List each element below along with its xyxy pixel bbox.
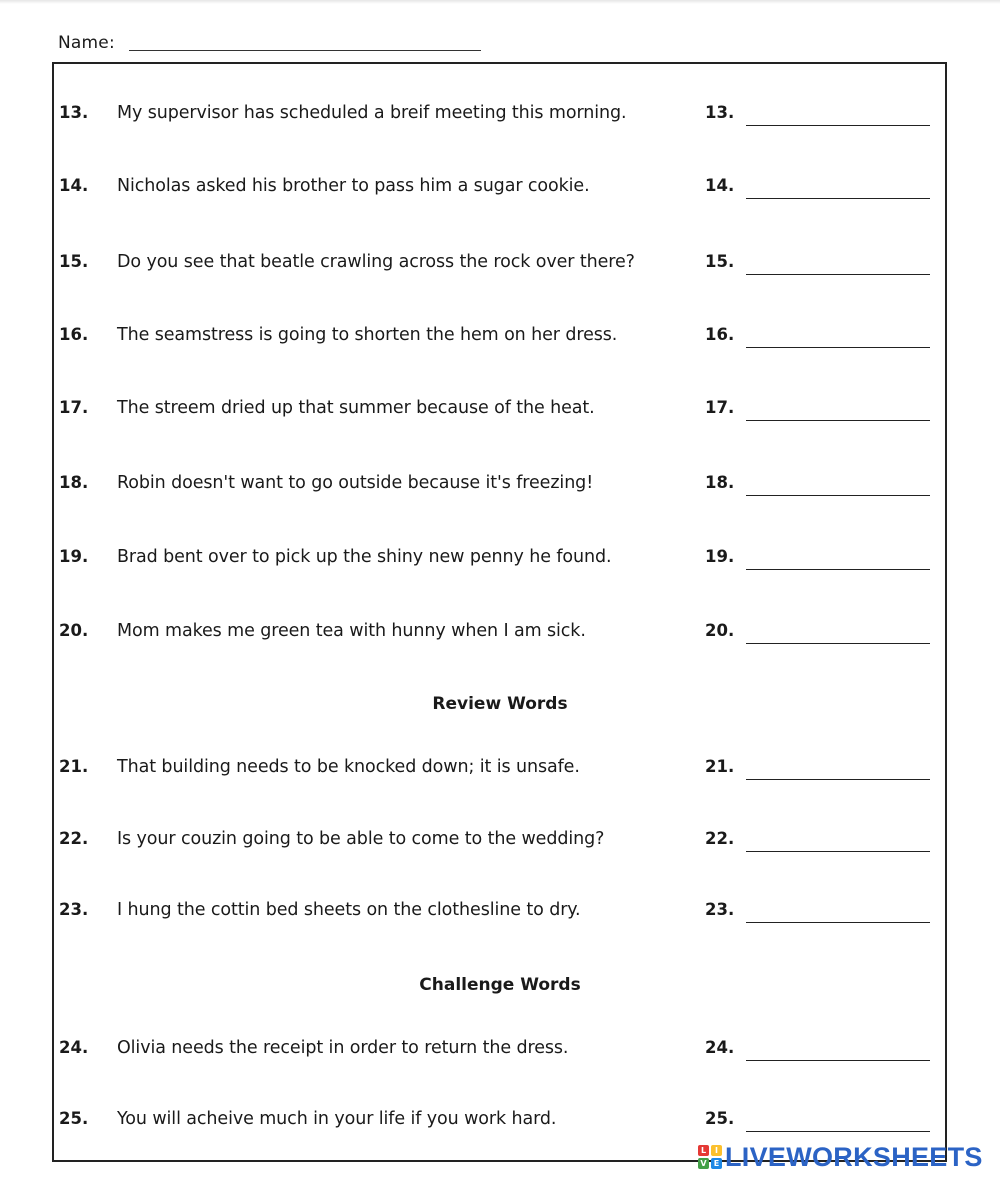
question-number: 22. (59, 829, 89, 848)
answer-number: 16. (705, 325, 735, 344)
question-number: 14. (59, 176, 89, 195)
answer-number: 25. (705, 1109, 735, 1128)
question-number: 23. (59, 900, 89, 919)
question-row-25 (0, 1109, 1000, 1139)
question-row-22 (0, 829, 1000, 859)
answer-blank[interactable] (746, 420, 930, 421)
question-sentence: Brad bent over to pick up the shiny new penny he found. (117, 547, 612, 567)
question-sentence: Mom makes me green tea with hunny when I am sick. (117, 621, 586, 641)
answer-blank[interactable] (746, 125, 930, 126)
question-number: 24. (59, 1038, 89, 1057)
question-row-17 (0, 398, 1000, 428)
question-number: 15. (59, 252, 89, 271)
mark-letter: V (698, 1158, 709, 1169)
question-sentence: The streem dried up that summer because of the heat. (117, 398, 595, 418)
answer-number: 14. (705, 176, 735, 195)
answer-blank[interactable] (746, 779, 930, 780)
answer-number: 15. (705, 252, 735, 271)
question-row-14 (0, 176, 1000, 206)
question-row-23 (0, 900, 1000, 930)
answer-blank[interactable] (746, 198, 930, 199)
question-number: 16. (59, 325, 89, 344)
question-sentence: Robin doesn't want to go outside because it's freezing! (117, 473, 594, 493)
question-number: 19. (59, 547, 89, 566)
answer-number: 24. (705, 1038, 735, 1057)
question-row-15 (0, 252, 1000, 282)
question-row-21 (0, 757, 1000, 787)
answer-blank[interactable] (746, 495, 930, 496)
answer-blank[interactable] (746, 1131, 930, 1132)
worksheet-frame (52, 62, 947, 1162)
question-sentence: Is your couzin going to be able to come to the wedding? (117, 829, 605, 849)
challenge-words-heading: Challenge Words (419, 975, 581, 995)
answer-blank[interactable] (746, 347, 930, 348)
question-row-16 (0, 325, 1000, 355)
answer-blank[interactable] (746, 1060, 930, 1061)
liveworksheets-wordmark: LIVEWORKSHEETS (725, 1141, 983, 1172)
answer-number: 21. (705, 757, 735, 776)
liveworksheets-logo (698, 1141, 983, 1173)
question-number: 21. (59, 757, 89, 776)
answer-blank[interactable] (746, 569, 930, 570)
question-sentence: Do you see that beatle crawling across the rock over there? (117, 252, 635, 272)
question-row-13 (0, 103, 1000, 133)
answer-number: 18. (705, 473, 735, 492)
question-row-18 (0, 473, 1000, 503)
answer-blank[interactable] (746, 922, 930, 923)
question-sentence: Olivia needs the receipt in order to return the dress. (117, 1038, 569, 1058)
name-input-line[interactable] (129, 50, 481, 51)
answer-number: 20. (705, 621, 735, 640)
answer-number: 22. (705, 829, 735, 848)
answer-blank[interactable] (746, 643, 930, 644)
question-sentence: The seamstress is going to shorten the hem on her dress. (117, 325, 618, 345)
question-number: 13. (59, 103, 89, 122)
question-number: 20. (59, 621, 89, 640)
question-number: 18. (59, 473, 89, 492)
review-words-heading: Review Words (432, 694, 568, 714)
answer-number: 23. (705, 900, 735, 919)
mark-letter: L (698, 1145, 709, 1156)
name-label: Name: (58, 33, 115, 53)
page-top-edge (0, 0, 1000, 4)
question-number: 25. (59, 1109, 89, 1128)
question-sentence: My supervisor has scheduled a breif meeting this morning. (117, 103, 627, 123)
question-sentence: Nicholas asked his brother to pass him a sugar cookie. (117, 176, 590, 196)
mark-letter: E (711, 1158, 722, 1169)
question-row-19 (0, 547, 1000, 577)
liveworksheets-mark-icon (698, 1145, 722, 1169)
answer-blank[interactable] (746, 851, 930, 852)
question-number: 17. (59, 398, 89, 417)
question-row-20 (0, 621, 1000, 651)
question-sentence: That building needs to be knocked down; it is unsafe. (117, 757, 580, 777)
question-row-24 (0, 1038, 1000, 1068)
answer-number: 19. (705, 547, 735, 566)
question-sentence: You will acheive much in your life if you work hard. (117, 1109, 557, 1129)
question-sentence: I hung the cottin bed sheets on the clothesline to dry. (117, 900, 581, 920)
answer-number: 17. (705, 398, 735, 417)
answer-blank[interactable] (746, 274, 930, 275)
answer-number: 13. (705, 103, 735, 122)
mark-letter: I (711, 1145, 722, 1156)
